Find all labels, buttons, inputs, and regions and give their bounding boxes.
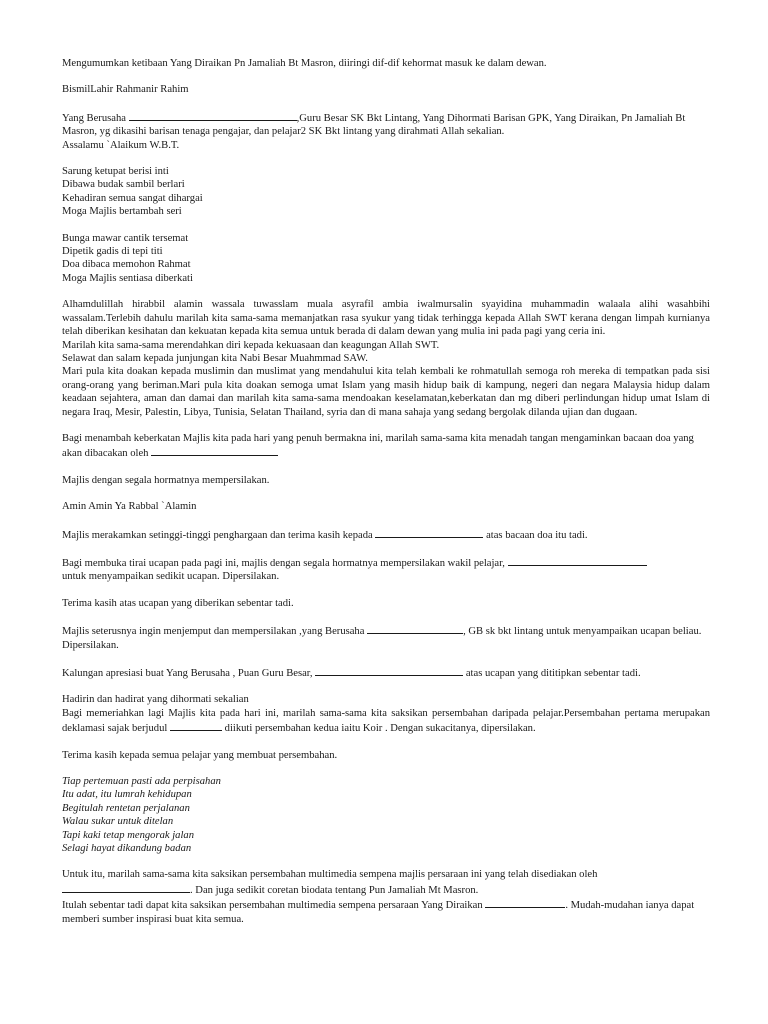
verse-line: Selagi hayat dikandung badan (62, 843, 192, 855)
student-speech-text: Bagi membuka tirai ucapan pada pagi ini, majlis dengan segala hormatnya mempersilakan wakil pelajar, (62, 557, 505, 569)
merendah-diri-line: Marilah kita sama-sama merendahkan diri kepada kekuasaan dan keagungan Allah SWT. (62, 339, 440, 351)
verse-line: Itu adat, itu lumrah kehidupan (62, 789, 192, 801)
greeting-text-rest: ,Guru Besar SK Bkt Lintang, Yang Dihormati Barisan GPK, Yang Diraikan, Pn Jamaliah Bt Masron, yg dikasihi barisan tenaga pengajar, dan pelajar2 SK Bkt lintang yang dirahmati Allah sekalian. (62, 112, 686, 138)
verse-line: Begitulah rentetan perjalanan (62, 802, 190, 814)
appreciation-text-end: atas ucapan yang dititipkan sebentar tadi. (465, 668, 641, 679)
multimedia-blank (62, 882, 190, 893)
multimedia-paragraph (62, 868, 710, 897)
thanks-performance-line: Terima kasih kepada semua pelajar yang membuat persembahan. (62, 749, 338, 761)
closing-text-end: . Mudah-mudahan ianya dapat memberi sumber inspirasi buat kita semua. (62, 900, 695, 925)
thanks-speech-line: Terima kasih atas ucapan yang diberikan sebentar tadi. (62, 597, 294, 609)
pantun-2 (62, 232, 710, 286)
appreciation-text: Kalungan apresiasi buat Yang Berusaha , Puan Guru Besar, (62, 668, 313, 679)
pantun-line: Moga Majlis bertambah seri (62, 206, 182, 218)
verse-line: Tapi kaki tetap mengorak jalan (62, 829, 195, 841)
pantun-line: Doa dibaca memohon Rahmat (62, 259, 191, 271)
doa-reader-blank (151, 445, 278, 456)
doa-muslimin-paragraph: Mari pula kita doakan kepada muslimin dan muslimat yang mendahului kita telah kembali ke rohmatullah semoga roh mereka di tempatkan pada sisi orang-orang yang beriman.Mari pula kita doakan semoga umat Islam yang masih hidup baik di kampung, negeri dan negara Malaysia hidup dalam keadaan sejahtera, aman dan damai dan marilah kita sama-sama mendoakan keselamatan,keberkatan dan mg diberi perlindungan hidup umat Islam di negara Iraq, Mesir, Palestin, Libya, Tunisia, Selatan Thailand, syria dan di mana sahaja yang sedang bergolak dilanda ujian dan dugaan. (62, 366, 710, 418)
multimedia-text: Untuk itu, marilah sama-sama kita saksikan persembahan multimedia sempena majlis persaraan ini yang telah disediakan oleh (62, 869, 598, 881)
announcement-paragraph: Mengumumkan ketibaan Yang Diraikan Pn Jamaliah Bt Masron, diiringi dif-dif kehormat masuk ke dalam dewan. (62, 58, 547, 69)
greeting-paragraph (62, 110, 710, 139)
hadirin-line: Hadirin dan hadirat yang dihormati sekalian (62, 694, 249, 706)
student-name-blank (508, 555, 647, 566)
headmistress-invite-text-end: , GB sk bkt lintang untuk menyampaikan ucapan beliau. Dipersilakan. (62, 626, 702, 651)
student-speech-text-end: untuk menyampaikan sedikit ucapan. Dipersilakan. (62, 571, 280, 583)
closing-paragraph (62, 897, 710, 926)
verse-line: Tiap pertemuan pasti ada perpisahan (62, 776, 221, 788)
headmistress-invite-paragraph (62, 623, 710, 652)
salam-line: Assalamu `Alaikum W.B.T. (62, 139, 180, 151)
appreciation-blank (315, 665, 463, 676)
appreciation-paragraph (62, 665, 710, 680)
performance-paragraph (62, 707, 710, 736)
pantun-line: Moga Majlis sentiasa diberkati (62, 272, 193, 284)
pantun-line: Dipetik gadis di tepi titi (62, 246, 163, 258)
doa-paragraph: Alhamdulillah hirabbil alamin wassala tuwasslam muala asyrafil ambia iwalmursalin syayidina muhammadin walaala alihi wasahbihi wassalam.Terlebih dahulu marilah kita sama-sama memanjatkan rasa syukur yang tidak terhingga kepada Allah SWT kerana dengan limpah kurnianya telah diberikan kesihatan dan kekuatan kepada kita semua untuk berada di dalam dewan yang mulia ini pada pagi yang ceria ini. (62, 299, 710, 338)
student-speech-paragraph (62, 555, 710, 584)
thanks-doa-text-end: atas bacaan doa itu tadi. (486, 529, 588, 541)
multimedia-text-end: . Dan juga sedikit coretan biodata tentang Pun Jamaliah Mt Masron. (190, 884, 479, 896)
thanks-doa-blank (375, 527, 483, 538)
verse-line: Walau sukar untuk ditelan (62, 816, 174, 828)
performance-text-end: diikuti persembahan kedua iaitu Koir . Dengan sukacitanya, dipersilakan. (224, 723, 536, 735)
selawat-line: Selawat dan salam kepada junjungan kita Nabi Besar Muahmmad SAW. (62, 352, 368, 364)
closing-blank (485, 897, 565, 908)
pantun-1 (62, 165, 710, 219)
pantun-line: Bunga mawar cantik tersemat (62, 232, 189, 244)
greeting-text-start: Yang Berusaha (62, 112, 126, 124)
amin-line: Amin Amin Ya Rabbal `Alamin (62, 501, 197, 513)
doa-reader-text: Bagi menambah keberkatan Majlis kita pada hari yang penuh bermakna ini, marilah sama-sama kita menadah tangan mengaminkan bacaan doa yang akan dibacakan oleh (62, 432, 694, 460)
headmistress-name-blank (367, 623, 463, 634)
headmistress-invite-text: Majlis seterusnya ingin menjemput dan mempersilakan ,yang Berusaha (62, 626, 365, 638)
invite-line: Majlis dengan segala hormatnya mempersilakan. (62, 474, 270, 486)
closing-text: Itulah sebentar tadi dapat kita saksikan persembahan multimedia sempena persaraan Yang Diraikan (62, 900, 483, 912)
thanks-doa-text: Majlis merakamkan setinggi-tinggi penghargaan dan terima kasih kepada (62, 529, 373, 541)
farewell-verse (62, 775, 710, 855)
pantun-line: Kehadiran semua sangat dihargai (62, 192, 203, 204)
pantun-line: Sarung ketupat berisi inti (62, 166, 169, 178)
poem-title-blank (170, 720, 222, 731)
pantun-line: Dibawa budak sambil berlari (62, 179, 185, 191)
doa-reader-paragraph (62, 432, 710, 461)
performance-text: Bagi memeriahkan lagi Majlis kita pada hari ini, marilah sama-sama kita saksikan persembahan daripada pelajar.Persembahan pertama merupakan deklamasi sajak berjudul (62, 707, 710, 735)
bismillah-line: BismilLahir Rahmanir Rahim (62, 84, 189, 96)
thanks-doa-paragraph (62, 527, 710, 542)
name-blank (129, 110, 297, 121)
